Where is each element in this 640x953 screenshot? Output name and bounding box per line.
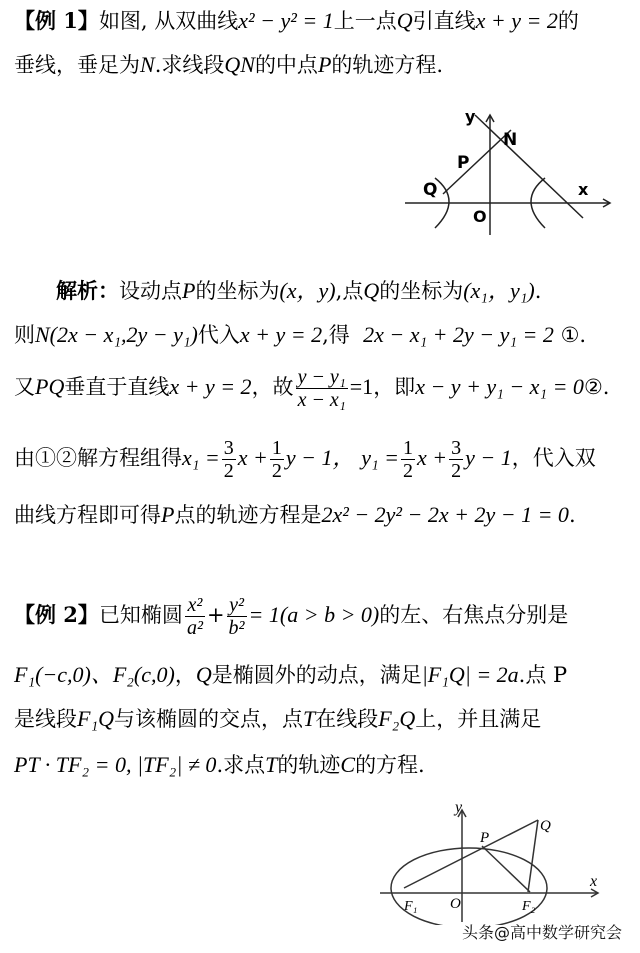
text: 垂直于直线 [64,375,170,399]
numerator: 1 [271,437,282,459]
math: N(2x − x₁,2y − y₁) [35,322,198,347]
fraction [296,366,348,411]
math: y − 1， [285,445,355,470]
text: 的 [557,9,579,33]
text: 点的轨迹方程是 [174,503,322,527]
text: ,得 [322,323,350,347]
text: ,点 [335,279,364,303]
text: 代入 [197,323,240,347]
math: y − 1 [465,445,512,470]
denominator: 2 [451,460,462,482]
ex2-label: 【例 2】 [14,602,99,627]
math: Q [195,662,212,687]
text: 是线段 [14,707,77,731]
math: Q [396,8,413,33]
numerator: 3 [451,437,462,459]
fig2-y-label: y [455,800,463,816]
math: P [182,278,196,303]
fig1-O-label: O [473,207,487,226]
fig2-Q-label: Q [540,818,551,834]
math: T [302,706,316,731]
denominator: a² [186,617,203,639]
math: C [340,752,356,777]
text: 是椭圆外的动点，满足 [211,663,422,687]
text: 设动点 [119,279,182,303]
math: Q [363,278,380,303]
denominator: 2 [402,460,413,482]
numerator: 1 [402,437,413,459]
fraction [185,594,205,639]
text: 的坐标为 [379,279,464,303]
text: ，即 [373,375,416,399]
fig2-O-label: O [450,896,461,912]
watermark: 头条@高中数学研究会 [461,923,622,942]
denominator: b² [228,617,245,639]
fig2-F1-label: F₁ [404,899,418,914]
fig2-x-label: x [590,873,598,890]
math: 2x − x₁ + 2y − y₁ = 2 [363,322,554,347]
denominator: 2 [223,460,234,482]
ex1-line-2 [14,50,443,80]
ex1-label: 【例 1】 [14,8,99,33]
fraction [222,437,236,482]
fig1-N-label: N [503,130,518,150]
math: P [161,502,175,527]
text: 与该椭圆的交点，点 [113,707,303,731]
text: ，代入双 [511,446,596,470]
segment-F2Q [528,820,538,892]
text: 由①②解方程组得 [14,446,182,470]
text: 在线段 [315,707,379,731]
text: 的方程. [355,753,425,777]
ex2-line-3 [14,704,541,734]
math: F₁(−c,0)、F₂(c,0) [14,662,175,687]
math: x − y + y₁ − x₁ = 0 [415,374,584,399]
math: x + y = 2 [475,8,558,33]
text: 引直线 [412,9,476,33]
segment-QN [443,130,511,194]
math: x + [416,445,448,470]
text: 又 [14,375,35,399]
math: x + [237,445,268,470]
math: QN [224,52,255,77]
math: = 1(a > b > 0) [248,602,380,627]
fig1-y-label: y [465,107,476,126]
text: . [534,279,542,303]
sol-line-3 [14,366,609,411]
text: 的轨迹方程. [331,53,444,77]
math: x + y = 2 [169,374,252,399]
text: 的中点 [254,53,318,77]
math: =1 [349,374,374,399]
text: 则 [14,323,35,347]
math: y₁ = [361,445,399,470]
hyperbola-figure [395,100,620,245]
math: F₁Q [77,706,114,731]
text: 曲线方程即可得 [14,503,161,527]
text: 如图, 从双曲线 [98,9,239,33]
text: .求点 [216,753,266,777]
ex2-line-1: 【例 2】已知椭圆 $\frac{\text{x²}}{\text{a²}}$ + $\frac{\text{y²}}{\text{b²}}$ = 1(a > b > 0)的左、右焦点分别是 [14,594,569,639]
fig1-P-label: P [457,153,470,173]
text: ，故 [251,375,294,399]
text: 的坐标为 [195,279,280,303]
text: ①. [560,323,587,347]
math: x + y = 2 [239,322,323,347]
text: .点 P [518,663,568,687]
numerator: 3 [223,437,234,459]
math: T [265,752,278,777]
math: (x₁，y₁) [463,278,535,303]
sol-line-5 [14,500,576,530]
text: 上一点 [333,9,397,33]
math: 2x² − 2y² − 2x + 2y − 1 = 0 [321,502,569,527]
numerator: y − y₁ [297,366,346,388]
math: x² − y² = 1 [238,8,334,33]
text: . [568,503,576,527]
text: 已知椭圆 [98,603,183,627]
text: 的左、右焦点分别是 [379,603,569,627]
fraction [401,437,415,482]
numerator: x² [187,594,203,616]
fraction [449,437,463,482]
ellipse-figure [380,800,615,925]
numerator: y² [229,594,244,616]
math: PQ [35,374,65,399]
math: F₂Q [378,706,416,731]
math: P [317,52,332,77]
denominator: x − x₁ [297,389,346,411]
fig2-P-label: P [480,830,490,846]
text: .求线段 [154,53,225,77]
sol-line-1 [56,276,541,306]
sol-line-2 [14,320,586,350]
fig2-F2-label: F₂ [522,899,536,914]
text: ， [174,663,196,687]
math: PT · TF₂ = 0, |TF₂| ≠ 0 [14,752,217,777]
sol-line-4 [14,436,596,482]
ex1-line-1 [14,6,579,36]
fraction [227,594,247,639]
text: 上，并且满足 [415,707,542,731]
math: (x，y) [279,278,336,303]
math: N [140,52,155,77]
denominator: 2 [271,460,282,482]
segment-F1Q [404,820,538,888]
text: ②. [583,375,610,399]
ex2-line-2 [14,660,567,690]
ex2-line-4 [14,750,425,780]
text: 垂线，垂足为 [14,53,140,77]
fig1-x-label: x [578,180,589,199]
fig1-Q-label: Q [423,180,438,200]
text: 的轨迹 [277,753,341,777]
fraction [270,437,284,482]
math: x₁ = [182,445,220,470]
sol-label: 解析： [56,278,119,303]
math: |F₁Q| = 2a [421,662,519,687]
